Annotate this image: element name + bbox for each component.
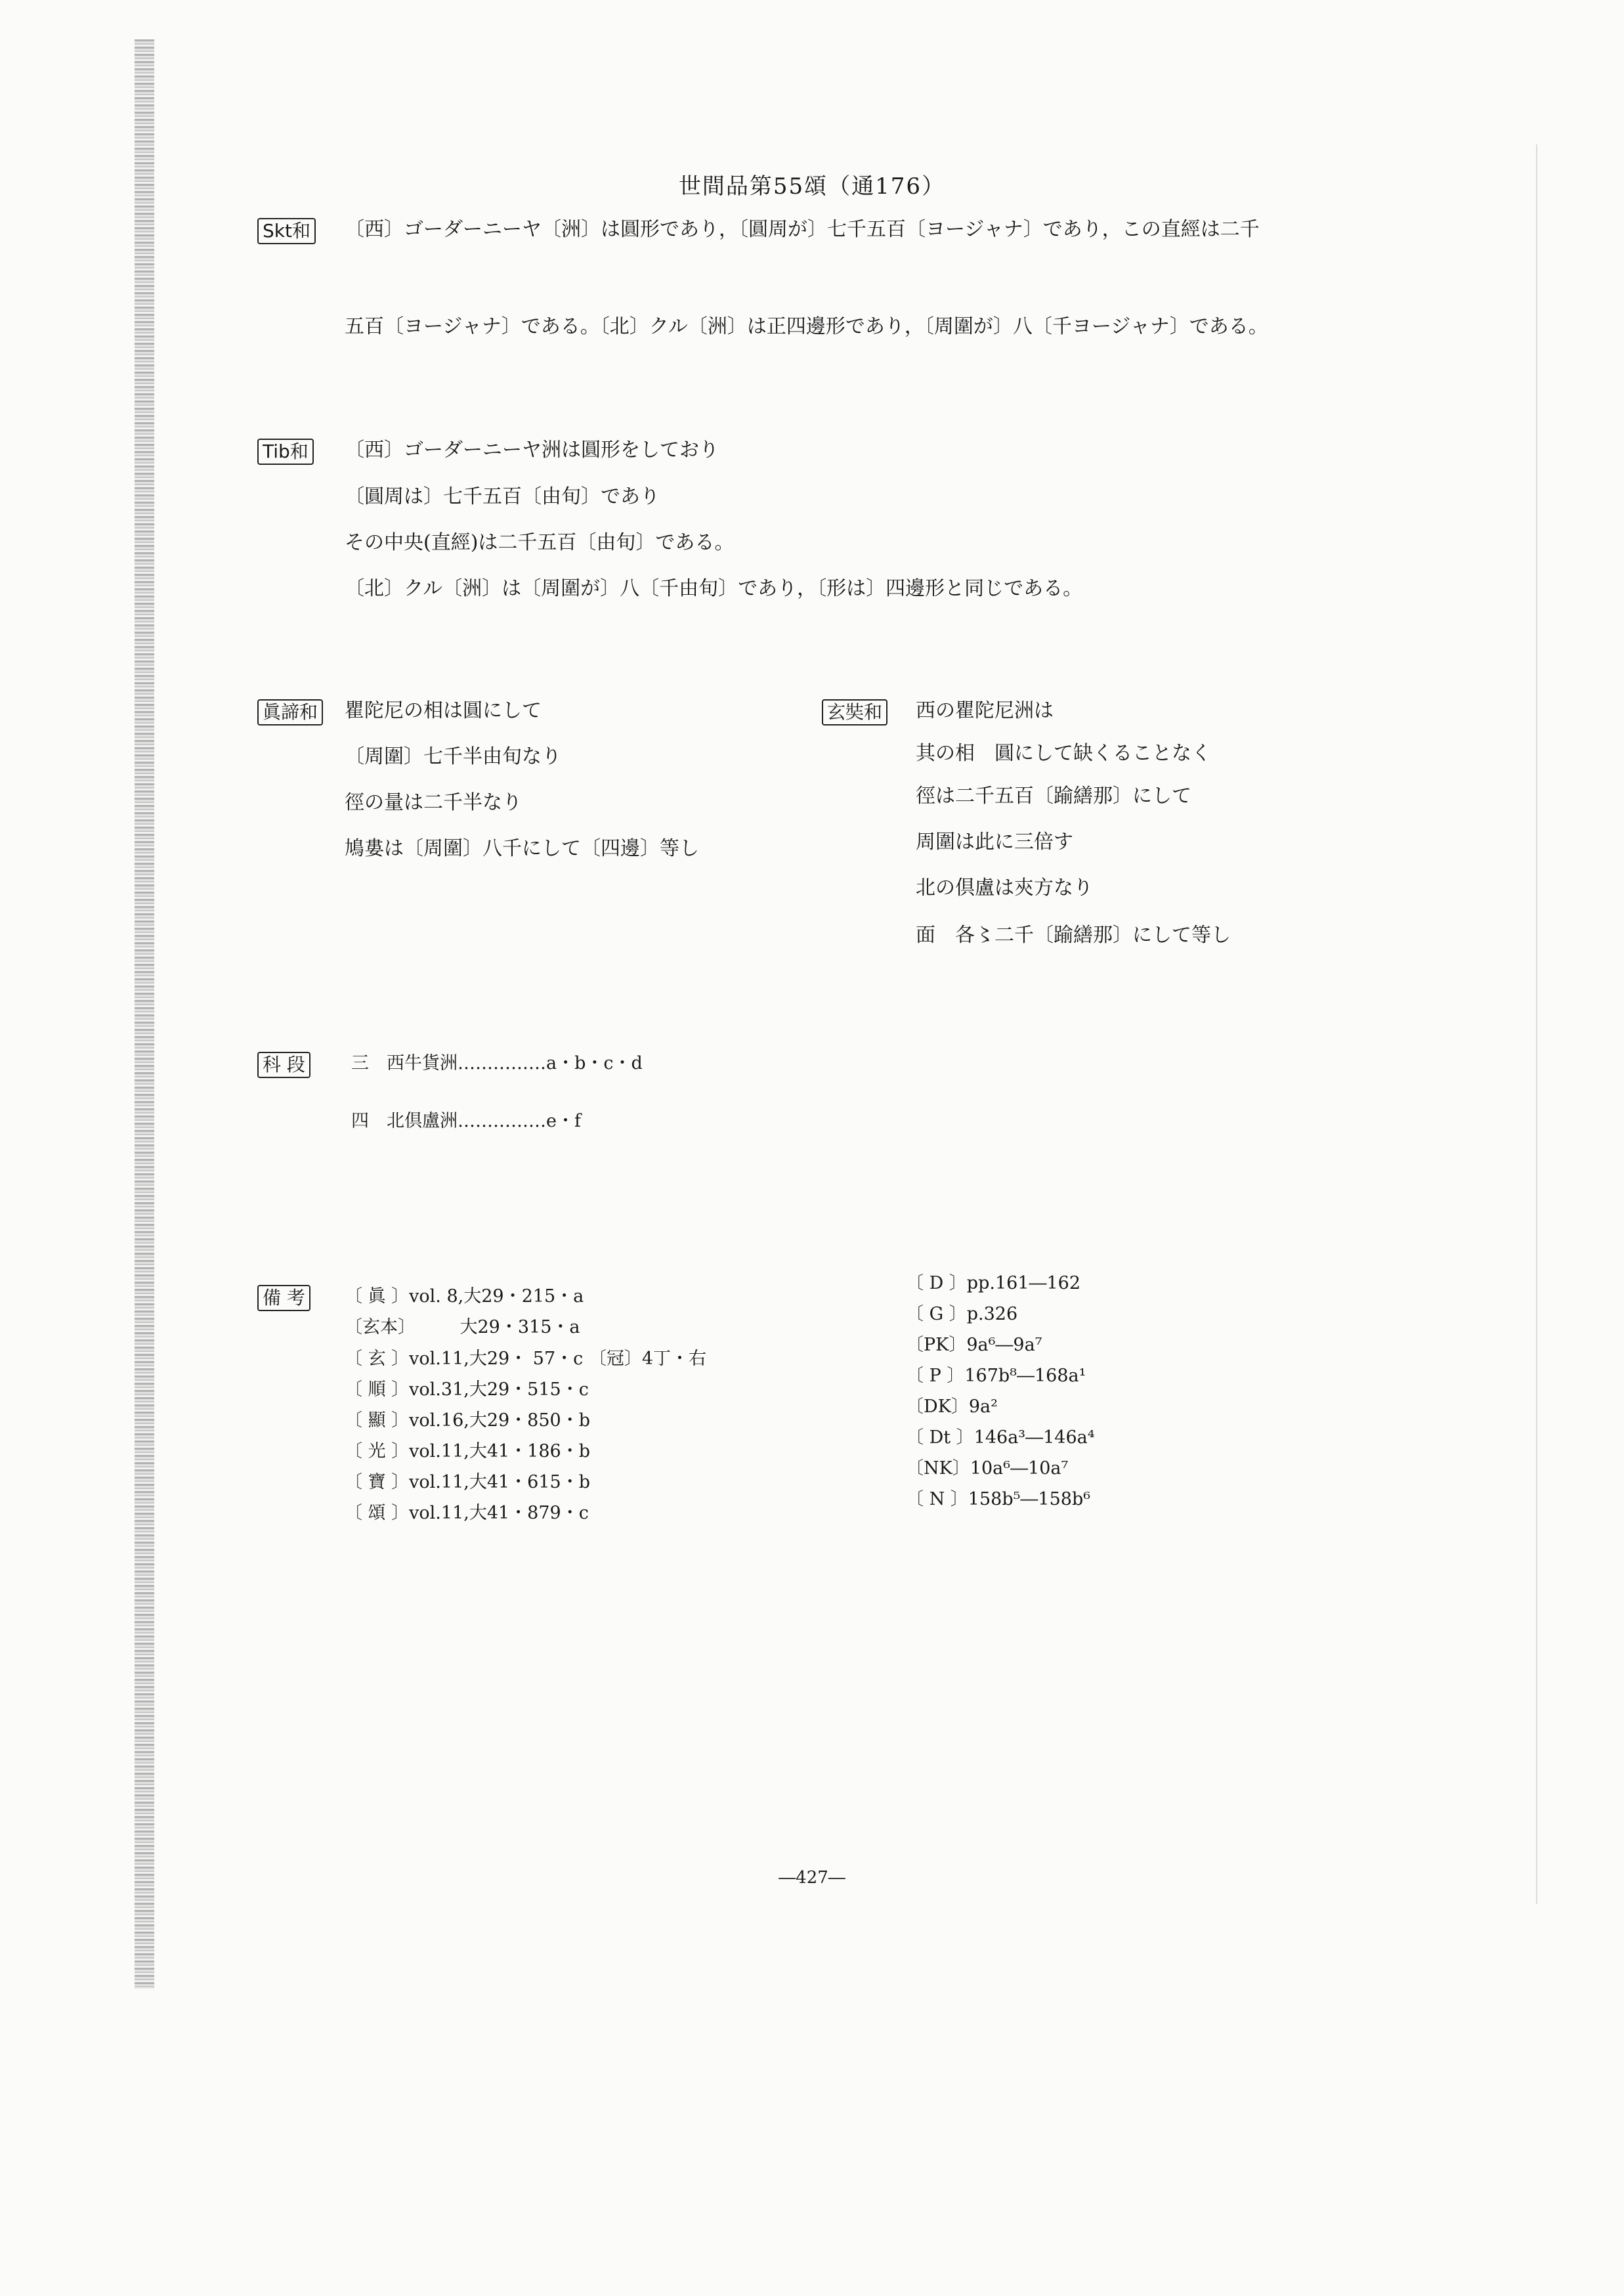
tib-line-1: 〔西〕ゴーダーニーヤ洲は圓形をしており xyxy=(345,439,719,462)
biko-right-3: 〔PK〕9a⁶―9a⁷ xyxy=(906,1335,1042,1355)
tib-line-4: 〔北〕クル〔洲〕は〔周圍が〕八〔千由旬〕であり，〔形は〕四邊形と同じである。 xyxy=(345,577,1083,600)
shinantei-line-4: 鳩婁は〔周圍〕八千にして〔四邊〕等し xyxy=(345,837,699,860)
biko-right-1: 〔 D 〕pp.161―162 xyxy=(906,1273,1081,1293)
skt-label: Skt和 xyxy=(257,218,316,244)
biko-left-6: 〔 光 〕vol.11,大41・186・b xyxy=(345,1441,591,1462)
biko-right-4: 〔 P 〕167b⁸―168a¹ xyxy=(906,1366,1086,1386)
biko-label: 備 考 xyxy=(257,1285,310,1311)
biko-left-4: 〔 順 〕vol.31,大29・515・c xyxy=(345,1379,589,1400)
kadan-label: 科 段 xyxy=(257,1052,310,1078)
tib-line-3: その中央(直經)は二千五百〔由旬〕である。 xyxy=(345,531,735,554)
biko-left-2: 〔玄本〕 大29・315・a xyxy=(345,1317,580,1337)
kadan-line-1: 三 西牛貨洲……………a・b・c・d xyxy=(351,1053,643,1073)
biko-left-5: 〔 顯 〕vol.16,大29・850・b xyxy=(345,1410,591,1431)
shinantei-line-3: 徑の量は二千半なり xyxy=(345,791,522,814)
biko-left-8: 〔 頌 〕vol.11,大41・879・c xyxy=(345,1503,589,1523)
biko-right-2: 〔 G 〕p.326 xyxy=(906,1304,1018,1324)
biko-right-8: 〔 N 〕158b⁵―158b⁶ xyxy=(906,1489,1091,1509)
shinantei-line-1: 瞿陀尼の相は圓にして xyxy=(345,699,542,722)
genjo-line-2: 其の相 圓にして缺くることなく xyxy=(916,742,1211,765)
genjo-line-6: 面 各〻二千〔踰繕那〕にして等し xyxy=(916,924,1231,947)
skt-line-2: 五百〔ヨージャナ〕である。〔北〕クル〔洲〕は正四邊形であり，〔周圍が〕八〔千ヨージャナ〕である。 xyxy=(345,315,1268,338)
kadan-line-2: 四 北倶盧洲……………e・f xyxy=(351,1111,581,1131)
scan-right-line xyxy=(1536,144,1537,1904)
genjo-line-5: 北の倶盧は㚒方なり xyxy=(916,877,1093,899)
page-title: 世間品第55頌（通176） xyxy=(678,173,946,200)
genjo-line-3: 徑は二千五百〔踰繕那〕にして xyxy=(916,785,1191,808)
genjo-line-1: 西の瞿陀尼洲は xyxy=(916,699,1054,722)
scan-edge-shadow xyxy=(135,39,154,1989)
genjo-label: 玄奘和 xyxy=(822,699,887,726)
biko-right-5: 〔DK〕9a² xyxy=(906,1397,998,1417)
tib-label: Tib和 xyxy=(257,439,314,465)
biko-left-7: 〔 寶 〕vol.11,大41・615・b xyxy=(345,1472,591,1492)
biko-left-1: 〔 眞 〕vol. 8,大29・215・a xyxy=(345,1286,584,1307)
biko-right-7: 〔NK〕10a⁶―10a⁷ xyxy=(906,1458,1069,1479)
skt-line-1: 〔西〕ゴーダーニーヤ〔洲〕は圓形であり，〔圓周が〕七千五百〔ヨージャナ〕であり，この直經は二千 xyxy=(345,218,1260,241)
genjo-line-4: 周圍は此に三倍す xyxy=(916,831,1073,854)
shinantei-line-2: 〔周圍〕七千半由旬なり xyxy=(345,745,561,768)
shinantei-label: 眞諦和 xyxy=(257,699,323,726)
biko-right-6: 〔 Dt 〕146a³―146a⁴ xyxy=(906,1427,1095,1448)
biko-left-3: 〔 玄 〕vol.11,大29・ 57・c 〔冠〕4丁・右 xyxy=(345,1349,707,1369)
tib-line-2: 〔圓周は〕七千五百〔由旬〕であり xyxy=(345,485,660,508)
page-number: ―427― xyxy=(779,1868,845,1888)
